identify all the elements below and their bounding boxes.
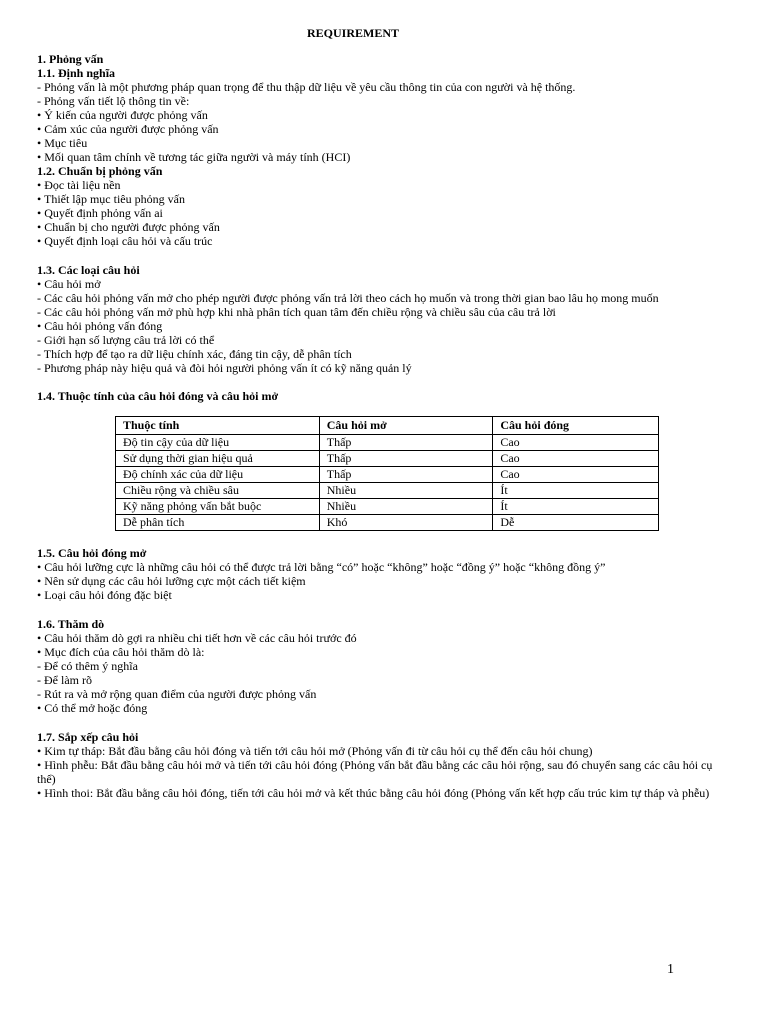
table-row xyxy=(116,467,659,483)
table-row xyxy=(116,483,659,499)
table-cell: Chiều rộng và chiều sâu xyxy=(116,483,320,499)
section-heading: 1.7. Sắp xếp câu hỏi xyxy=(37,730,139,744)
text-line: • Đọc tài liệu nền xyxy=(37,178,121,192)
table-cell: Kỹ năng phỏng vấn bắt buộc xyxy=(116,499,320,515)
section-heading: 1.1. Định nghĩa xyxy=(37,66,116,80)
text-line: - Rút ra và mở rộng quan điểm của người được phỏng vấn xyxy=(37,687,317,701)
text-line: • Mối quan tâm chính về tương tác giữa người và máy tính (HCI) xyxy=(37,150,351,164)
table-cell: Khó xyxy=(319,515,493,531)
table-row xyxy=(116,451,659,467)
table-header-cell: Câu hỏi mở xyxy=(319,417,493,435)
table-cell: Nhiều xyxy=(319,499,493,515)
text-line: • Cảm xúc của người được phỏng vấn xyxy=(37,122,219,136)
table-row xyxy=(116,435,659,451)
table-row xyxy=(116,515,659,531)
text-line: • Hình phễu: Bắt đầu bằng câu hỏi mở và tiến tới câu hỏi đóng (Phỏng vấn bắt đầu bằng các câu hỏi rộng, sau đó chuyển sang các câu hỏi cụ thể) xyxy=(37,758,713,786)
table-header-row xyxy=(116,417,659,435)
section-heading: 1.5. Câu hỏi đóng mở xyxy=(37,546,147,560)
table-cell: Dễ xyxy=(493,515,659,531)
table-cell: Thấp xyxy=(319,451,493,467)
section-heading: 1.2. Chuẩn bị phỏng vấn xyxy=(37,164,163,178)
table-cell: Cao xyxy=(493,451,659,467)
section-1-6 xyxy=(37,617,737,715)
section-1-7 xyxy=(37,730,717,800)
text-line: • Câu hỏi mở xyxy=(37,277,101,291)
table-cell: Cao xyxy=(493,467,659,483)
text-line: • Chuẩn bị cho người được phỏng vấn xyxy=(37,220,220,234)
table-cell: Thấp xyxy=(319,435,493,451)
section-heading: 1. Phỏng vấn xyxy=(37,52,104,66)
attributes-table xyxy=(115,416,659,531)
text-line: • Câu hỏi lưỡng cực là những câu hỏi có thể được trả lời bằng “có” hoặc “không” hoặc “đồng ý” hoặc “không đồng ý” xyxy=(37,560,606,574)
text-line: • Kim tự tháp: Bắt đầu bằng câu hỏi đóng và tiến tới câu hỏi mở (Phỏng vấn đi từ câu hỏi cụ thể đến câu hỏi chung) xyxy=(37,744,593,758)
section-1 xyxy=(37,52,737,248)
text-line: - Các câu hỏi phỏng vấn mở cho phép người được phỏng vấn trả lời theo cách họ muốn và trong thời gian bao lâu họ mong muốn xyxy=(37,291,659,305)
text-line: - Thích hợp để tạo ra dữ liệu chính xác, đáng tin cậy, dễ phân tích xyxy=(37,347,352,361)
text-line: • Ý kiến của người được phỏng vấn xyxy=(37,108,208,122)
text-line: • Quyết định loại câu hỏi và cấu trúc xyxy=(37,234,213,248)
text-line: • Mục đích của câu hỏi thăm dò là: xyxy=(37,645,205,659)
document-title: REQUIREMENT xyxy=(306,26,399,40)
page-number: 1 xyxy=(667,962,674,977)
section-1-5 xyxy=(37,546,737,602)
table-cell: Thấp xyxy=(319,467,493,483)
text-line: • Câu hỏi thăm dò gợi ra nhiều chi tiết hơn về các câu hỏi trước đó xyxy=(37,631,357,645)
text-line: • Mục tiêu xyxy=(37,136,88,150)
text-line: • Thiết lập mục tiêu phỏng vấn xyxy=(37,192,185,206)
section-1-4 xyxy=(37,389,737,403)
text-line: - Các câu hỏi phỏng vấn mở phù hợp khi nhà phân tích quan tâm đến chiều rộng và chiều sâu của câu trả lời xyxy=(37,305,556,319)
table-cell: Sử dụng thời gian hiệu quả xyxy=(116,451,320,467)
table-cell: Ít xyxy=(493,499,659,515)
section-1-3 xyxy=(37,263,737,375)
table-header-cell: Thuộc tính xyxy=(116,417,320,435)
section-heading: 1.6. Thăm dò xyxy=(37,617,105,631)
table-cell: Ít xyxy=(493,483,659,499)
text-line: • Có thể mở hoặc đóng xyxy=(37,701,148,715)
table-row xyxy=(116,499,659,515)
text-line: • Nên sử dụng các câu hỏi lưỡng cực một cách tiết kiệm xyxy=(37,574,306,588)
text-line: • Quyết định phỏng vấn ai xyxy=(37,206,163,220)
table-cell: Độ chính xác của dữ liệu xyxy=(116,467,320,483)
text-line: • Câu hỏi phỏng vấn đóng xyxy=(37,319,163,333)
text-line: - Để làm rõ xyxy=(37,673,92,687)
section-heading: 1.3. Các loại câu hỏi xyxy=(37,263,140,277)
text-line: - Để có thêm ý nghĩa xyxy=(37,659,138,673)
table-cell: Cao xyxy=(493,435,659,451)
table-cell: Nhiều xyxy=(319,483,493,499)
section-heading: 1.4. Thuộc tính của câu hỏi đóng và câu hỏi mở xyxy=(37,389,279,403)
text-line: - Giới hạn số lượng câu trả lời có thể xyxy=(37,333,215,347)
text-line: • Hình thoi: Bắt đầu bằng câu hỏi đóng, tiến tới câu hỏi mở và kết thúc bằng câu hỏi đóng (Phỏng vấn kết hợp cấu trúc kim tự tháp và phễu) xyxy=(37,786,710,800)
text-line: - Phỏng vấn là một phương pháp quan trọng để thu thập dữ liệu về yêu cầu thông tin của con người và hệ thống. xyxy=(37,80,576,94)
text-line: - Phỏng vấn tiết lộ thông tin về: xyxy=(37,94,190,108)
table-header-cell: Câu hỏi đóng xyxy=(493,417,659,435)
text-line: - Phương pháp này hiệu quả và đòi hỏi người phỏng vấn ít có kỹ năng quản lý xyxy=(37,361,412,375)
table-cell: Độ tin cậy của dữ liệu xyxy=(116,435,320,451)
table-cell: Dễ phân tích xyxy=(116,515,320,531)
text-line: • Loại câu hỏi đóng đặc biệt xyxy=(37,588,172,602)
